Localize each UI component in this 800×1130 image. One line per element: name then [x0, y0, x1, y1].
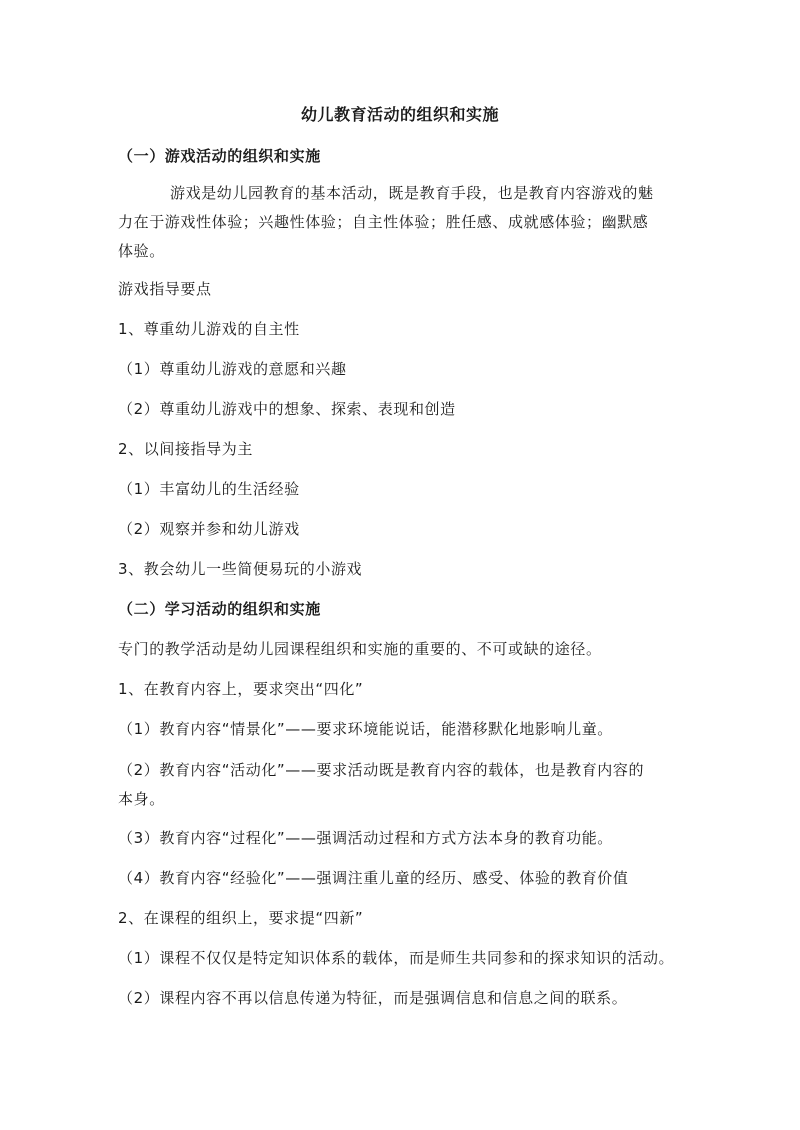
- list-item-continuation: 本身。: [118, 790, 165, 808]
- section-heading-games: （一）游戏活动的组织和实施: [118, 147, 321, 165]
- section-heading-learning: （二）学习活动的组织和实施: [118, 600, 321, 618]
- list-item: （1）丰富幼儿的生活经验: [118, 480, 300, 498]
- list-item: （3）教育内容“过程化”——强调活动过程和方式方法本身的教育功能。: [118, 829, 613, 847]
- list-item: （2）课程内容不再以信息传递为特征，而是强调信息和信息之间的联系。: [118, 989, 628, 1007]
- list-item: （1）课程不仅仅是特定知识体系的载体，而是师生共同参和的探求知识的活动。: [118, 949, 675, 967]
- list-item: （2）尊重幼儿游戏中的想象、探索、表现和创造: [118, 400, 456, 418]
- list-item: 3、教会幼儿一些简便易玩的小游戏: [118, 560, 363, 578]
- list-item: （4）教育内容“经验化”——强调注重儿童的经历、感受、体验的教育价值: [118, 869, 629, 887]
- list-item: 2、以间接指导为主: [118, 440, 253, 458]
- paragraph-line: 专门的教学活动是幼儿园课程组织和实施的重要的、不可或缺的途径。: [118, 640, 602, 658]
- paragraph-line: 游戏是幼儿园教育的基本活动，既是教育手段，也是教育内容游戏的魅: [170, 184, 654, 202]
- list-item: （1）尊重幼儿游戏的意愿和兴趣: [118, 360, 347, 378]
- list-item: （1）教育内容“情景化”——要求环境能说话，能潜移默化地影响儿童。: [118, 720, 613, 738]
- list-item: （2）教育内容“活动化”——要求活动既是教育内容的载体，也是教育内容的: [118, 761, 645, 779]
- document-title: 幼儿教育活动的组织和实施: [300, 105, 499, 124]
- paragraph-line: 体验。: [118, 242, 165, 260]
- subheading-guide: 游戏指导要点: [118, 280, 212, 298]
- list-item: 1、在教育内容上，要求突出“四化”: [118, 680, 364, 698]
- list-item: （2）观察并参和幼儿游戏: [118, 520, 300, 538]
- list-item: 2、在课程的组织上，要求提“四新”: [118, 909, 364, 927]
- list-item: 1、尊重幼儿游戏的自主性: [118, 320, 300, 338]
- paragraph-line: 力在于游戏性体验；兴趣性体验；自主性体验；胜任感、成就感体验；幽默感: [118, 213, 649, 231]
